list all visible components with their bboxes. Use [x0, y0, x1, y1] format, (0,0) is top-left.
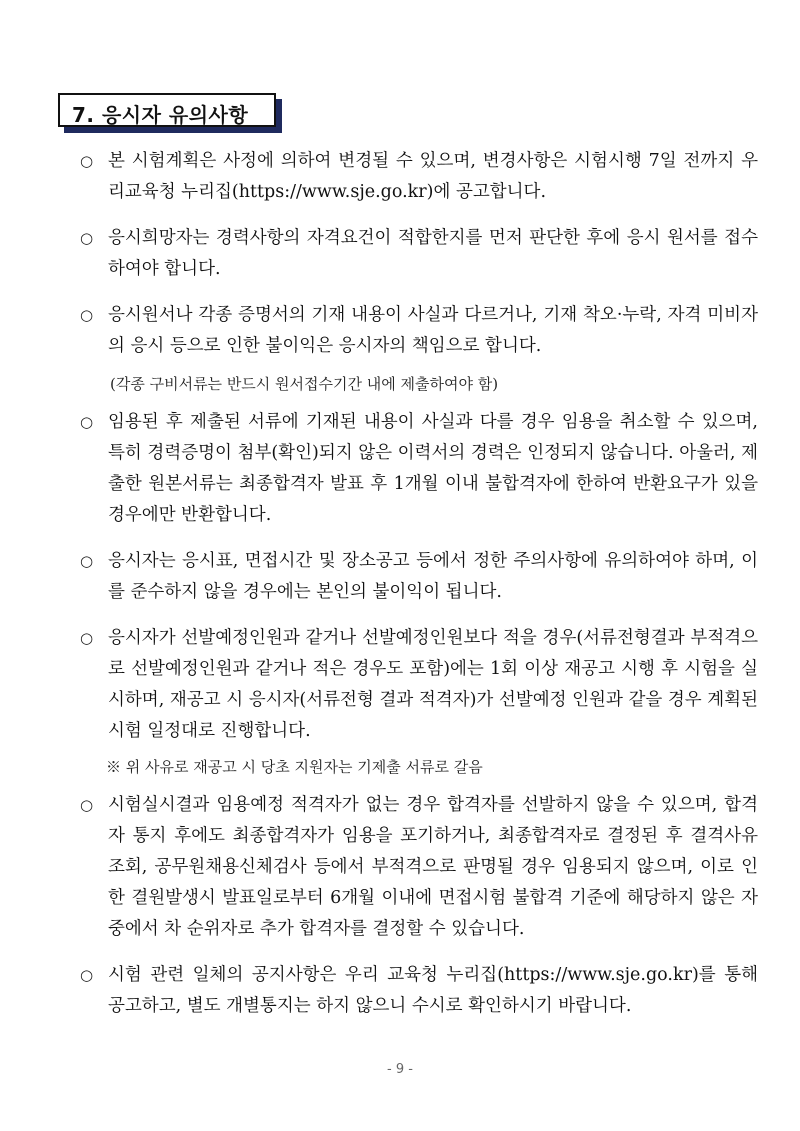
- document-note: (각종 구비서류는 반드시 원서접수기간 내에 제출하여야 함): [110, 375, 499, 393]
- list-item: [76, 407, 758, 531]
- item-text: 응시원서나 각종 증명서의 기재 내용이 사실과 다르거나, 기재 착오·누락, 자격 미비자의 응시 등으로 인한 불이익은 응시자의 책임으로 합니다.: [108, 305, 758, 356]
- circle-bullet-icon: ○: [80, 152, 94, 170]
- list-item: [76, 790, 758, 945]
- circle-bullet-icon: ○: [80, 629, 94, 647]
- section-title-box: [58, 93, 276, 127]
- section-title: 7. 응시자 유의사항: [72, 103, 249, 127]
- list-item: [76, 300, 758, 362]
- notice-list: [76, 146, 758, 1037]
- item-text: 시험실시결과 임용예정 적격자가 없는 경우 합격자를 선발하지 않을 수 있으며, 합격자 통지 후에도 최종합격자가 임용을 포기하거나, 최종합격자로 결정된 후 결격사유 조회, 공무원채용신체검사 등에서 부적격으로 판명될 경우 임용되지 않으며, 이로 인한 결원발생시 발표일로부터 6개월 이내에 면접시험 불합격 기준에 해당하지 않은 자 중에서 차 순위자로 추가 합격자를 결정할 수 있습니다.: [108, 795, 758, 939]
- item-text: 본 시험계획은 사정에 의하여 변경될 수 있으며, 변경사항은 시험시행 7일 전까지 우리교육청 누리집(https://www.sje.go.kr)에 공고합니다.: [108, 151, 758, 202]
- item-text: 응시자가 선발예정인원과 같거나 선발예정인원보다 적을 경우(서류전형결과 부적격으로 선발예정인원과 같거나 적은 경우도 포함)에는 1회 이상 재공고 시행 후 시험을 실시하며, 재공고 시 응시자(서류전형 결과 적격자)가 선발예정 인원과 같을 경우 계획된 시험 일정대로 진행합니다.: [108, 628, 758, 741]
- circle-bullet-icon: ○: [80, 229, 94, 247]
- circle-bullet-icon: ○: [80, 966, 94, 984]
- reference-note: ※ 위 사유로 재공고 시 당초 지원자는 기제출 서류로 갈음: [106, 758, 483, 776]
- circle-bullet-icon: ○: [80, 413, 94, 431]
- circle-bullet-icon: ○: [80, 552, 94, 570]
- page-number: - 9 -: [387, 1062, 413, 1077]
- list-item: [76, 546, 758, 608]
- item-text: 응시자는 응시표, 면접시간 및 장소공고 등에서 정한 주의사항에 유의하여야 하며, 이를 준수하지 않을 경우에는 본인의 불이익이 됩니다.: [108, 551, 758, 602]
- list-item: [76, 146, 758, 208]
- item-text: 응시희망자는 경력사항의 자격요건이 적합한지를 먼저 판단한 후에 응시 원서를 접수하여야 합니다.: [108, 228, 758, 279]
- list-item: [76, 223, 758, 285]
- item-text: 시험 관련 일체의 공지사항은 우리 교육청 누리집(https://www.sje.go.kr)를 통해 공고하고, 별도 개별통지는 하지 않으니 수시로 확인하시기 바랍니다.: [108, 965, 758, 1016]
- circle-bullet-icon: ○: [80, 306, 94, 324]
- item-text: 임용된 후 제출된 서류에 기재된 내용이 사실과 다를 경우 임용을 취소할 수 있으며, 특히 경력증명이 첨부(확인)되지 않은 이력서의 경력은 인정되지 않습니다. 아울러, 제출한 원본서류는 최종합격자 발표 후 1개월 이내 불합격자에 한하여 반환요구가 있을 경우에만 반환합니다.: [108, 412, 758, 525]
- list-item: [76, 960, 758, 1022]
- circle-bullet-icon: ○: [80, 796, 94, 814]
- list-item: [76, 623, 758, 747]
